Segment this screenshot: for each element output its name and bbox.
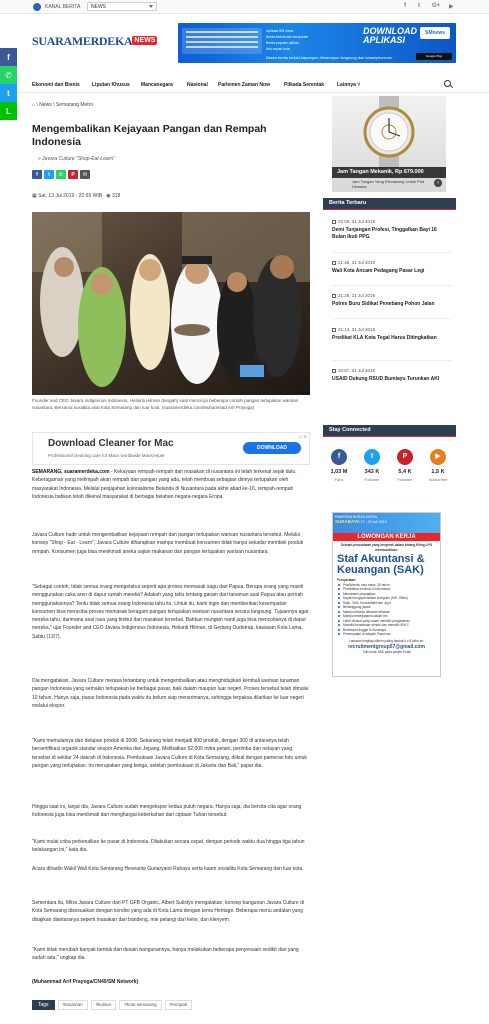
google-play-badge[interactable]: Google Play [416,53,452,60]
watch-ad-sub: Jam Tangan Yang Elevancing Untuk Pria Dewasa [352,179,425,189]
logo-badge: NEWS [134,37,156,44]
youtube-icon[interactable]: ▶ [449,4,454,10]
mini-share-facebook-icon[interactable]: f [32,170,42,179]
watch-ad[interactable] [332,96,446,192]
ad-headline: Download Cleaner for Mac [48,438,174,449]
stay-pinterest[interactable]: P 5,4 K Follower [393,449,417,482]
article-date: Sat, 13 Jul 2019 - 22:55 WIB [38,193,103,199]
tag-list [32,1000,192,1010]
stay-twitter[interactable]: t 343 K Follower [360,449,384,482]
mini-share-pinterest-icon[interactable]: P [68,170,78,179]
home-icon[interactable]: ⌂ [32,102,36,108]
globe-icon [33,3,41,11]
kanal-select[interactable] [87,2,157,11]
article-views: 318 [112,193,121,199]
twitter-icon[interactable]: t [418,3,420,9]
article-photo-graphic [32,212,310,395]
logo-text: SUARAMERDEKA [32,34,133,48]
mini-share-email-icon[interactable]: ✉ [80,170,90,179]
pinterest-icon: P [397,449,413,465]
banner-footer-text: Akses berita terkini kapanpun dimanapun langsung dari smartphonemu [266,55,393,60]
breadcrumb: ⌂ \ News \ Semarang Metro [32,102,94,108]
article-paragraph: Acara dihadiri Wakil Wali Kota Semarang Hevearita Gunaryanti Rahayu serta kaum sosialita Kota Semarang dan luar kota. [32,866,304,872]
watch-image [332,96,446,168]
sm-news-logo: SMnews [420,27,450,39]
berita-terbaru-header: Berita Terbaru [323,198,456,209]
stay-connected-header: Stay Connected [323,425,456,436]
article-author: (Muhammad Arif Prayoga/CN40/SM Network) [32,979,139,985]
mini-share-whatsapp-icon[interactable]: ✆ [56,170,66,179]
article-paragraph: Sementara itu, Mitra Javara Culture dari PT GFB Organic, Albert Sulistyo mengatakan, konsep bangunan Javara Culture di Kota Semarang disesuaikan dengan kondisi yang ada di Kota Lama dengan tema Heritage. Beberapa menu andalan yang disajikan diantaranya seperti masakan dari bandeng, mie pelangi dari kelor, dan klenyem. [32,900,304,923]
top-bar [0,0,489,14]
calendar-icon [332,294,336,298]
twitter-icon: t [364,449,380,465]
job-position: Staf Akuntansi & Keuangan (SAK) [337,553,425,576]
photo-caption: Founder and CEO Javara Indigenous Indonesia, Helianti Hilman (tengah) saat mencicipi beberapa contoh pangan terlupakan warisan nusantara. Bersama sosialita asal Kota Semarang dan luar kota. (suaramerdeka.com/Muhammad Arif Prayoga) [32,398,299,410]
job-ad-top: PAMERAN BURSA KERJA SURABAYA 17 - 20 Juli 2019 [333,513,440,533]
eye-icon: ◉ [106,193,111,199]
calendar-icon: ▦ [32,193,37,199]
job-ad-title: LOWONGAN KERJA [333,533,440,541]
article-subtitle: » Javara Culture "Shop-Eat-Learn" [38,156,115,162]
news-item[interactable]: 22:00, 31 Jul 2019 Demi Tunjangan Profesi, Tinggalkan Bayi 16 Bulan Ikuti PPG [332,219,437,240]
ad-sub: Professional cleaning care for Macs worldwide MacKeeper [48,453,165,458]
article-photo [32,212,310,395]
stay-youtube[interactable]: ▶ 1,5 K Subscriber [426,449,450,482]
tags-label: Tags [32,1000,55,1010]
share-whatsapp-icon[interactable]: ✆ [0,66,17,84]
search-icon[interactable] [444,80,451,87]
site-logo[interactable] [32,34,157,52]
news-item[interactable]: 20:57, 31 Jul 2019 USAID Dukung RSUD Bumiayu Turunkan AKI [332,368,440,382]
job-vacancy-ad[interactable]: PAMERAN BURSA KERJA SURABAYA 17 - 20 Juli 2019 LOWONGAN KERJA Sebuah perusahaan yang bergerak dalam bidang filling LPG membutuhkan: Staf Akuntansi & Keuangan (SAK) Persyaratan: Pria/Wanita, usia maks. 30 tahun Pendidikan minimal D3 Akuntansi Memahami perpajakan Dapat mengoperasikan komputer (MS. Office) Rajin, Teliti, Komunikatif dan Jujur Bertanggung jawab Mampu bekerja dibawah tekanan Mampu bekerjasama dalam tim Lebih disukai yang sudah memiliki pengalaman Memiliki kendaraan sendiri dan memiliki SIM C Bertempat tinggal di Surabaya Penempatan di wilayah Pasuruan Lamaran lengkap dikirim paling lambat 4 x 8 kirim ke: recruitmentgroup57@gmail.com Tulis kode SAK pada subjek Email [332,512,441,677]
nav-item-pilkada[interactable]: Pilkada Serentak [284,82,325,88]
tag-item[interactable]: #kota semarang [119,1000,161,1010]
nav-item-nasional[interactable]: Nasional [187,82,208,88]
article-paragraph: "Kami memulainya dari delapan produk di 2008. Sekarang telah menjadi 900 produk, dengan 300 di antaranya telah bersertifikasi organik standar ekspor Amerika dan Jepang. Melibatkan 52,000 mitra petani, perimba dan nelayan yang tersebar di sekitar 24 daerah di Indonesia. Pembukaan Javara Culture di Kota Semarang, diikuti dengan pameran foto untuk pangan yang terlupakan. Ini merupakan yang ketiga, setelah pembukaan di Jakarta dan Bali," papar dia. [32,738,307,769]
watch-ad-price: Jam Tangan Mekanik, Rp 679.000 [332,167,446,178]
adchoices-icon[interactable]: ▷ ✕ [299,434,307,439]
calendar-icon [332,369,336,373]
article-paragraph: SEMARANG, suaramerdeka.com - Kekayaan rempah-rempah dan masakan di nusantara ini telah terkenal sejak dulu. Keberagaman yang melimpah akan rempah dan pangan yang ada, telah membuat sebagian dirinya terlupakan oleh masyarakat Indonesia. Melalui penjajahan kolonialisme Belanda di Nusantara pada akhir abad ke-16, rempah-rempah Indonesia bahkan telah dikenal masyarakat di berbagai belahan negara-negara Eropa. [32,469,297,500]
tag-item[interactable]: #tanaman [58,1000,88,1010]
chevron-right-icon[interactable]: › [434,179,442,187]
calendar-icon [332,328,336,332]
kanal-select-value: NEWS [91,4,106,10]
article-meta [32,193,120,199]
nav-item-parlemen[interactable]: Parlemen Zaman Now [218,82,270,88]
news-item[interactable]: 21:28, 31 Jul 2019 Polres Buru Sidikat Penebang Pohon Jalan [332,293,435,307]
article-paragraph: "Kami tidak merubah banyak bentuk dan desain bangunannya, hanya melakukan beberapa penyesuain sedikit dari yang sudah ada," ungkap dia. [32,947,299,962]
article-paragraph: Javara Culture hadir untuk mengembalikan kejayaan rempah dan pangan terlupakan warisan nusantara tersebut. Melalui konsep "Shop - Eat - Learn", Javara Culture diharapkan mampu membuat konsumen tidak hanya sekadar membeli produk rempah. Konsumen juga bisa menikmati aneka sajian makanan dan pangan terlupakan warisan nusantara. [32,532,304,555]
calendar-icon [332,261,336,265]
calendar-icon [332,220,336,224]
job-email[interactable]: recruitmentgroup57@gmail.com [348,644,425,650]
news-item[interactable]: 21:13, 31 Jul 2019 Predikat KLA Kota Tegal Harus Ditingkatkan [332,327,437,341]
share-facebook-icon[interactable]: f [0,48,17,66]
banner-headline: DOWNLOAD APLIKASI [363,26,417,45]
article-paragraph: "Sebagai contoh, tidak semua orang mengetahui seperti apa proses memasak sagu dari Papua. Berapa orang yang masih menggunakan cuka aren di dapur rumah mereka? Adakah yang tahu tentang garam dari tanaman asal Papua atau pernah menggunakannya? Tentu tidak semua orang Indonesia tahu itu. Untuk itu, kami ingin dan memberikan kesempatan konsumen bisa mencoba proses memasak beragam pangan terlupakan warisan nusantara secara langsung. Tujuannya agar mereka tahu, darimana asal rasa yang timbul dari masakan tersebut. Bahkan mungkin nanti juga bisa mencobanya di dapur mereka," ujar Founder and CEO Javara Indigenous Indonesia, Helianti Hilman, di Gedung Oudetrap, kawasan Kota Lama, Sabtu (13/7). [32,584,309,640]
share-twitter-icon[interactable]: t [0,84,17,102]
share-line-icon[interactable]: L [0,102,17,120]
article-title: Mengembalikan Kejayaan Pangan dan Rempah Indonesia [32,123,267,148]
googleplus-icon[interactable]: G+ [432,3,441,9]
nav-item-lainnya[interactable]: Lainnya ˅ [337,82,361,88]
main-nav [0,77,489,93]
cleaner-ad[interactable] [32,432,310,465]
news-item[interactable]: 21:45, 31 Jul 2019 Wali Kota Ancam Pedagang Pasar Legi [332,260,425,274]
kanal-berita-label: KANAL BERITA [45,4,81,10]
article-paragraph: Hingga saat ini, lanjut dia, Javara Culture sudah mengekspor kedua puluh negara. Hanya saja, dia bercita-cita agar orang Indonesia juga bisa menikmati dan menghargai keberkahan dari ciptaan Tuhan tersebut. [32,804,302,819]
facebook-icon: f [331,449,347,465]
youtube-icon: ▶ [430,449,446,465]
nav-item-ekonomi[interactable]: Ekonomi dan Bisnis [32,82,80,88]
ad-download-button[interactable]: DOWNLOAD [243,442,301,454]
tag-item[interactable]: #rempah [165,1000,193,1010]
phone-illustration [182,28,262,54]
stay-facebook[interactable]: f 1,03 M Fans [327,449,351,482]
article-paragraph: Dia mengatakan, Javara Culture merasa tertantang untuk mengembalikan atau menghidupkan kembali warisan tanaman pangan Indonesia yang semakin terlupakan ke berbagai pasar, baik dalam maupun luar negeri. Proses tersebut telah dimulai 10 tahun. Hanya saja, pasar Indonesia pada waktu itu belum siap menerimanya, sehingga terpaksa dilarikan ke luar negeri melalui ekspor. [32,678,309,709]
banner-features: Aplikasi SM news Berita terkini dan terupdate Berita populer pilihan Info sepak bola [266,29,309,51]
facebook-icon[interactable]: f [404,3,406,9]
mini-share-twitter-icon[interactable]: t [44,170,54,179]
app-download-banner[interactable] [178,23,456,63]
nav-item-mancanegara[interactable]: Mancanegara [141,82,173,88]
nav-item-liputan-khusus[interactable]: Liputan Khusus [92,82,130,88]
tag-item[interactable]: #kuliner [91,1000,117,1010]
article-paragraph: "Kami mulai coba perkenalkan ke pasar di Indonesia. Dilakukan secara cepat, dengan periode waktu dua hingga tiga tahun belakangan ini," kata dia. [32,839,305,854]
chevron-down-icon [149,5,153,8]
